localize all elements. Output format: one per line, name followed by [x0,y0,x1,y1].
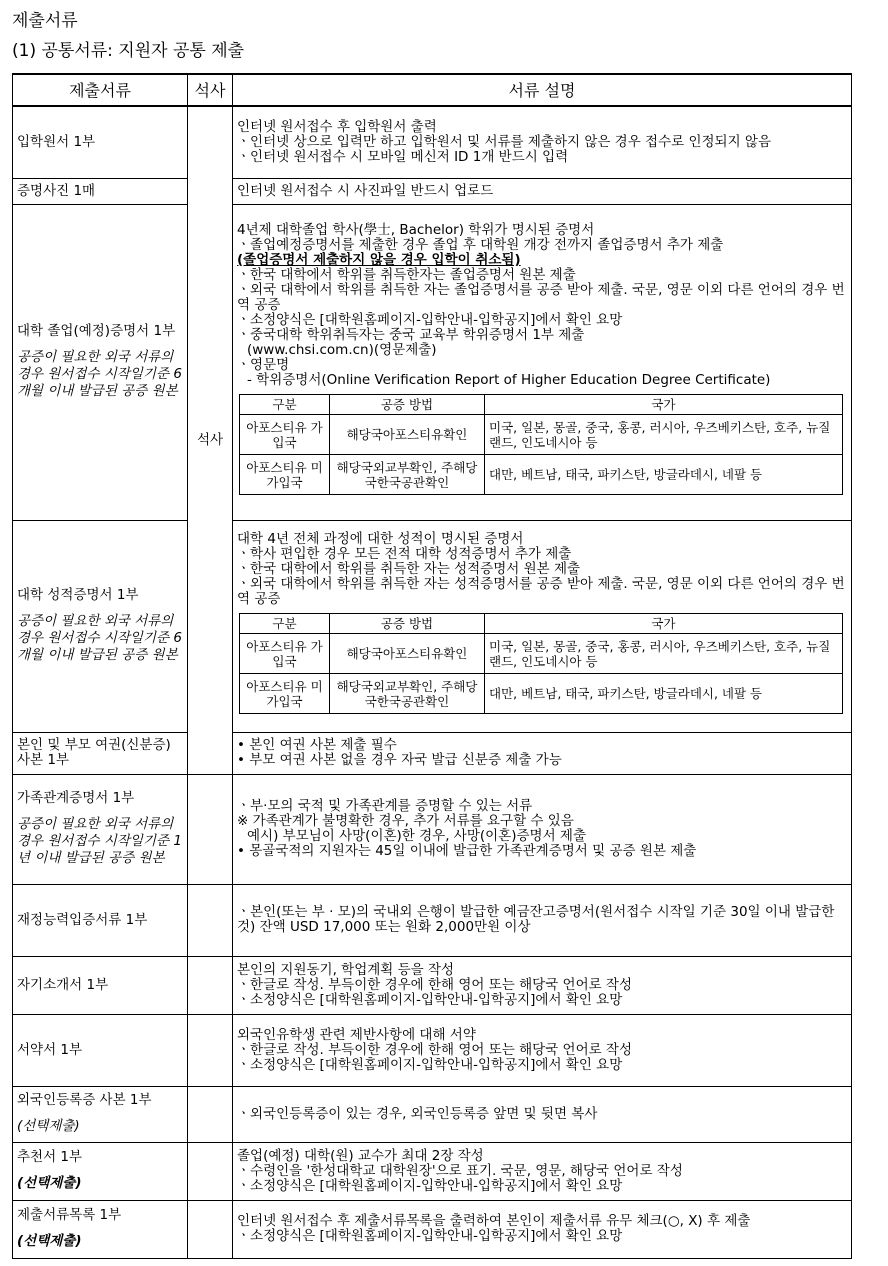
table-row [13,1014,852,1086]
doc-description [233,1142,852,1200]
apostille-header: 공증 방법 [330,395,485,415]
desc-line: 인터넷 원서접수 시 사진파일 반드시 업로드 [237,182,494,199]
table-row [13,204,852,520]
apostille-table [239,613,843,714]
apostille-table [239,394,843,495]
apostille-countries: 대만, 베트남, 태국, 파키스탄, 방글라데시, 네팔 등 [485,455,843,495]
desc-line: ㆍ소정양식은 [대학원홈페이지-입학안내-입학공지]에서 확인 요망 [237,1228,623,1244]
desc-line: ※ 가족관계가 불명확한 경우, 추가 서류를 요구할 수 있음 [237,813,574,829]
doc-name: 외국인등록증 사본 1부 [17,1092,152,1108]
apostille-header: 공증 방법 [330,614,485,634]
doc-name: 증명사진 1매 [13,178,188,204]
desc-line: ㆍ외국 대학에서 학위를 취득한 자는 성적증명서를 공증 받아 제출. 국문, 영문 이외 다른 언어의 경우 번역 공증 [237,576,845,607]
desc-line: 외국인유학생 관련 제반사항에 대해 서약 [237,1026,476,1043]
desc-line: ㆍ졸업예정증명서를 제출한 경우 졸업 후 대학원 개강 전까지 졸업증명서 추가 제출 [237,237,724,253]
doc-note: 공증이 필요한 외국 서류의 경우 원서접수 시작일기준 1년 이내 발급된 공증 원본 [17,816,182,866]
doc-cell [13,1200,188,1258]
table-row [13,1142,852,1200]
apostille-header: 구분 [240,395,330,415]
desc-line: 4년제 대학졸업 학사(學士, Bachelor) 학위가 명시된 증명서 [237,222,595,238]
desc-line: • 부모 여권 사본 없을 경우 자국 발급 신분증 제출 가능 [237,752,562,768]
desc-line: ㆍ수령인을 '한성대학교 대학원장'으로 표기. 국문, 영문, 해당국 언어로 작성 [237,1162,683,1179]
doc-description [233,106,852,178]
apostille-countries: 미국, 일본, 몽골, 중국, 홍콩, 러시아, 우즈베키스탄, 호주, 뉴질랜드, 인도네시아 등 [485,634,843,674]
desc-line: 대학 4년 전체 과정에 대한 성적이 명시된 증명서 [237,531,524,547]
doc-description [233,884,852,956]
desc-line: (www.chsi.com.cn)(영문제출) [247,342,437,358]
apostille-countries: 대만, 베트남, 태국, 파키스탄, 방글라데시, 네팔 등 [485,674,843,714]
table-row [13,106,852,178]
desc-line: ㆍ한국 대학에서 학위를 취득한자는 졸업증명서 원본 제출 [237,267,576,283]
section-subheading: (1) 공통서류: 지원자 공통 제출 [12,41,245,61]
doc-note: 공증이 필요한 외국 서류의 경우 원서접수 시작일기준 6개월 이내 발급된 공증 원본 [17,349,182,399]
header-doc: 제출서류 [13,74,188,106]
desc-line: ㆍ외국인등록증이 있는 경우, 외국인등록증 앞면 및 뒷면 복사 [237,1105,598,1122]
desc-line: ㆍ외국 대학에서 학위를 취득한 자는 졸업증명서를 공증 받아 제출. 국문, 영문 이외 다른 언어의 경우 번역 공증 [237,282,845,313]
table-row [13,732,852,774]
table-header-row [13,74,852,106]
doc-name: 추천서 1부 [17,1149,83,1165]
desc-line: • 몽골국적의 지원자는 45일 이내에 발급한 가족관계증명서 및 공증 원본 제출 [237,843,697,859]
apostille-method: 해당국아포스티유확인 [330,634,485,674]
table-row [13,1200,852,1258]
section-heading: 제출서류 [12,11,78,31]
doc-description [233,956,852,1014]
doc-cell [13,520,188,732]
doc-description [233,1200,852,1258]
desc-line: • 본인 여권 사본 제출 필수 [237,737,397,753]
header-master: 석사 [188,74,233,106]
doc-cell [13,1086,188,1142]
apostille-method: 해당국외교부확인, 주해당국한국공관확인 [330,674,485,714]
doc-name: 자기소개서 1부 [13,956,188,1014]
desc-line: ㆍ한국 대학에서 학위를 취득한 자는 성적증명서 원본 제출 [237,561,581,577]
doc-name: 대학 졸업(예정)증명서 1부 [17,323,176,339]
doc-description [233,1014,852,1086]
table-row [13,178,852,204]
desc-line: 인터넷 원서접수 후 입학원서 출력 [237,118,437,135]
desc-line: ㆍ인터넷 상으로 입력만 하고 입학원서 및 서류를 제출하지 않은 경우 접수로 인정되지 않음 [237,133,772,150]
desc-line: ㆍ영문명 [237,357,290,373]
apostille-kind: 아포스티유 가입국 [240,634,330,674]
apostille-method: 해당국외교부확인, 주해당국한국공관확인 [330,455,485,495]
header-desc: 서류 설명 [233,74,852,106]
table-row [13,956,852,1014]
doc-description [233,178,852,204]
desc-line: ㆍ본인(또는 부 · 모)의 국내외 은행이 발급한 예금잔고증명서(원서접수 시작일 기준 30일 이내 발급한 것) 잔액 USD 17,000 또는 원화 2,000만원 이상 [237,904,835,935]
table-row [13,1086,852,1142]
doc-name: 본인 및 부모 여권(신분증) 사본 1부 [13,732,188,774]
doc-description [233,204,852,520]
doc-cell [13,774,188,884]
doc-note: (선택제출) [17,1118,80,1134]
desc-line: - 학위증명서(Online Verification Report of Higher Education Degree Certificate) [247,372,771,388]
desc-line: ㆍ한글로 작성. 부득이한 경우에 한해 영어 또는 해당국 언어로 작성 [237,976,633,993]
desc-line: 인터넷 원서접수 후 제출서류목록을 출력하여 본인이 제출서류 유무 체크(○, X) 후 제출 [237,1213,751,1229]
master-cell: 석사 [188,106,233,774]
desc-line: ㆍ소정양식은 [대학원홈페이지-입학안내-입학공지]에서 확인 요망 [237,312,623,328]
table-row [13,884,852,956]
desc-line: ㆍ중국대학 학위취득자는 중국 교육부 학위증명서 1부 제출 [237,327,585,343]
desc-line: ㆍ소정양식은 [대학원홈페이지-입학안내-입학공지]에서 확인 요망 [237,991,623,1008]
doc-description [233,774,852,884]
desc-line: ㆍ한글로 작성. 부득이한 경우에 한해 영어 또는 해당국 언어로 작성 [237,1041,633,1058]
apostille-kind: 아포스티유 미가입국 [240,674,330,714]
desc-line: ㆍ소정양식은 [대학원홈페이지-입학안내-입학공지]에서 확인 요망 [237,1056,623,1073]
documents-table [12,73,852,1259]
doc-note: (선택제출) [17,1233,82,1249]
apostille-header: 국가 [485,395,843,415]
desc-line: ㆍ학사 편입한 경우 모든 전적 대학 성적증명서 추가 제출 [237,546,572,562]
doc-cell [13,1142,188,1200]
apostille-header: 구분 [240,614,330,634]
doc-description [233,1086,852,1142]
doc-name: 제출서류목록 1부 [17,1207,122,1223]
doc-cell [13,204,188,520]
apostille-header: 국가 [485,614,843,634]
doc-name: 가족관계증명서 1부 [17,790,135,806]
apostille-countries: 미국, 일본, 몽골, 중국, 홍콩, 러시아, 우즈베키스탄, 호주, 뉴질랜드, 인도네시아 등 [485,415,843,455]
desc-line: 본인의 지원동기, 학업계획 등을 작성 [237,961,455,978]
desc-line: 졸업(예정) 대학(원) 교수가 최대 2장 작성 [237,1147,484,1164]
doc-note: (선택제출) [17,1175,82,1191]
desc-line: ㆍ소정양식은 [대학원홈페이지-입학안내-입학공지]에서 확인 요망 [237,1177,623,1194]
apostille-kind: 아포스티유 가입국 [240,415,330,455]
doc-name: 대학 성적증명서 1부 [17,587,139,603]
doc-description [233,520,852,732]
doc-description [233,732,852,774]
desc-line: (졸업증명서 제출하지 않을 경우 입학이 취소됨) [237,252,521,268]
apostille-method: 해당국아포스티유확인 [330,415,485,455]
doc-name: 입학원서 1부 [13,106,188,178]
desc-line: ㆍ부·모의 국적 및 가족관계를 증명할 수 있는 서류 [237,798,533,814]
doc-name: 재정능력입증서류 1부 [13,884,188,956]
doc-note: 공증이 필요한 외국 서류의 경우 원서접수 시작일기준 6개월 이내 발급된 공증 원본 [17,613,182,663]
doc-name: 서약서 1부 [13,1014,188,1086]
table-row [13,774,852,884]
apostille-kind: 아포스티유 미가입국 [240,455,330,495]
desc-line: 예시) 부모님이 사망(이혼)한 경우, 사망(이혼)증명서 제출 [247,828,586,844]
desc-line: ㆍ인터넷 원서접수 시 모바일 메신저 ID 1개 반드시 입력 [237,148,569,165]
table-row [13,520,852,732]
